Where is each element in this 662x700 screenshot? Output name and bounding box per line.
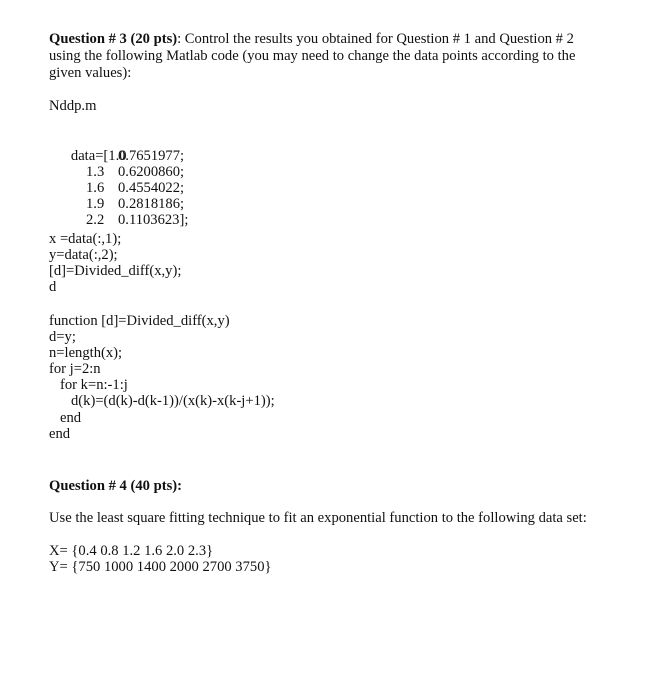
script-line: [d]=Divided_diff(x,y); bbox=[49, 263, 182, 279]
matlab-filename: Nddp.m bbox=[49, 98, 97, 114]
function-line: for k=n:-1:j bbox=[60, 377, 128, 393]
question-4-heading: Question # 4 (40 pts): bbox=[49, 478, 182, 494]
question-4-instruction: Use the least square fitting technique to fit an exponential function to the following data set: bbox=[49, 510, 587, 526]
function-line: end bbox=[60, 410, 82, 426]
data-row-y: 0.1103623]; bbox=[118, 212, 189, 228]
question-3-heading: Question # 3 (20 pts) bbox=[49, 31, 178, 47]
data-row-x: 1.6 bbox=[86, 180, 105, 196]
question-3-intro-line-2: using the following Matlab code (you may need to change the data points according to the bbox=[49, 48, 576, 64]
function-line: d=y; bbox=[49, 329, 76, 345]
function-line: d(k)=(d(k)-d(k-1))/(x(k)-x(k-j+1)); bbox=[71, 393, 275, 409]
data-row-x: 1.9 bbox=[86, 196, 105, 212]
data-row-y: 0.2818186; bbox=[118, 196, 185, 212]
data-row-x: data=[1.0 bbox=[70, 148, 127, 164]
script-line: d bbox=[49, 279, 57, 295]
y-data-line: Y= {750 1000 1400 2000 2700 3750} bbox=[49, 559, 272, 575]
data-row-y: 0.7651977; bbox=[118, 148, 185, 164]
data-row-y: 0.4554022; bbox=[118, 180, 185, 196]
function-line: end bbox=[49, 426, 71, 442]
function-line: for j=2:n bbox=[49, 361, 101, 377]
question-3-intro-line-3: given values): bbox=[49, 65, 132, 81]
script-line: y=data(:,2); bbox=[49, 247, 118, 263]
data-row-x: 1.3 bbox=[86, 164, 105, 180]
x-data-line: X= {0.4 0.8 1.2 1.6 2.0 2.3} bbox=[49, 543, 214, 559]
script-line: x =data(:,1); bbox=[49, 231, 122, 247]
function-line: n=length(x); bbox=[49, 345, 123, 361]
data-row-y: 0.6200860; bbox=[118, 164, 185, 180]
question-3-intro-line-1: : Control the results you obtained for Question # 1 and Question # 2 bbox=[177, 31, 574, 47]
function-line: function [d]=Divided_diff(x,y) bbox=[49, 313, 230, 329]
question-3-first-line bbox=[49, 31, 574, 48]
data-row-x: 2.2 bbox=[86, 212, 105, 228]
